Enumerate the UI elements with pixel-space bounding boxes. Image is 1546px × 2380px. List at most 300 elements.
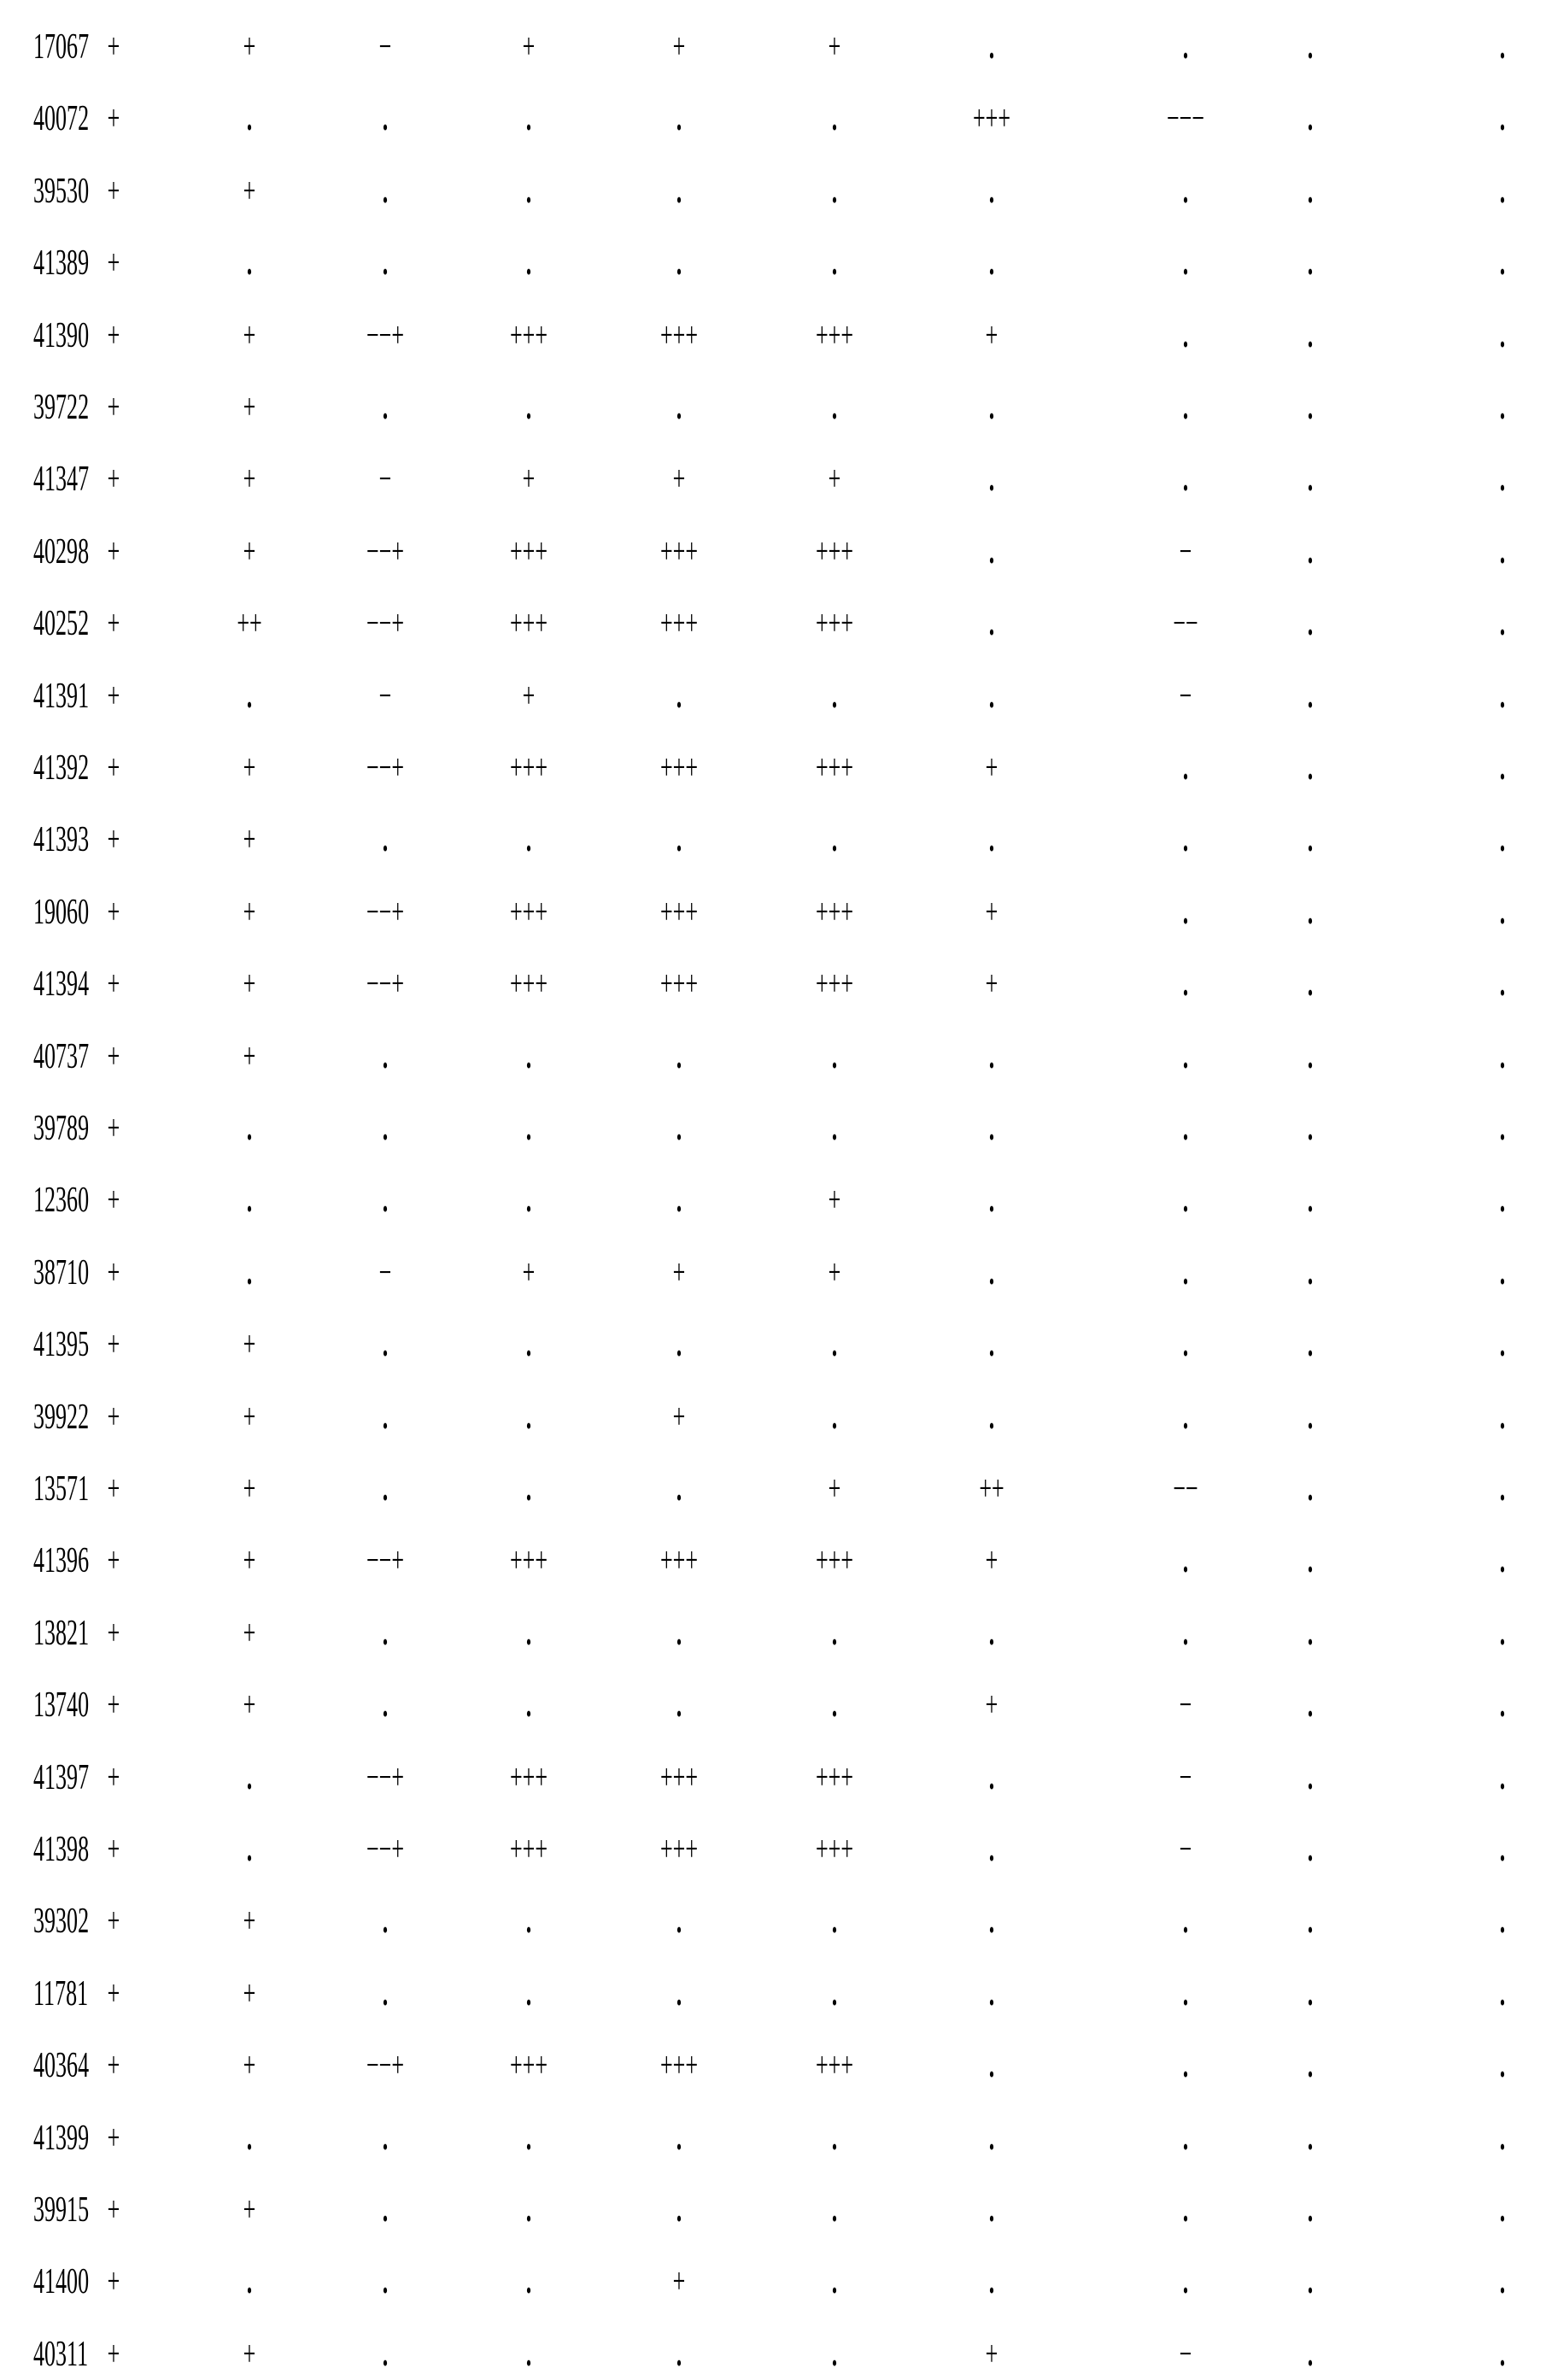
table-cell-text: + xyxy=(243,166,256,217)
table-cell xyxy=(1181,310,1191,361)
row-mark-text: + xyxy=(108,598,120,649)
row-id-text: 41394 xyxy=(33,958,89,1010)
table-row xyxy=(0,1319,1546,1370)
table-cell-text: . xyxy=(832,1319,838,1370)
table-cell xyxy=(648,887,709,938)
table-cell-text: + xyxy=(986,887,998,938)
table-cell xyxy=(375,454,395,505)
table-row xyxy=(0,2113,1546,2164)
row-id-text: 39789 xyxy=(33,1103,89,1154)
table-cell xyxy=(1306,887,1315,938)
table-cell-text: + xyxy=(986,310,998,361)
row-id-text: 38710 xyxy=(33,1247,89,1298)
table-cell xyxy=(524,1463,534,1515)
table-cell xyxy=(648,2040,709,2091)
table-cell-text: . xyxy=(1500,2040,1506,2091)
row-id-text: 40737 xyxy=(33,1031,89,1082)
table-cell-text: . xyxy=(1500,1752,1506,1803)
table-cell-text: . xyxy=(1308,1103,1314,1154)
table-cell-text: . xyxy=(676,237,682,289)
table-cell xyxy=(830,1392,840,1443)
table-cell-text: . xyxy=(1308,382,1314,433)
table-cell xyxy=(669,454,689,505)
table-cell xyxy=(987,166,997,217)
table-cell xyxy=(1498,2329,1508,2380)
table-cell-text: + xyxy=(986,742,998,794)
table-cell xyxy=(987,1247,997,1298)
table-cell xyxy=(1181,21,1191,73)
table-cell xyxy=(375,671,395,722)
table-cell xyxy=(239,814,260,865)
table-cell xyxy=(987,2184,997,2236)
table-cell-text: . xyxy=(1308,887,1314,938)
table-cell-text: . xyxy=(383,1679,389,1731)
table-cell xyxy=(1306,454,1315,505)
table-cell-text: . xyxy=(247,2256,253,2307)
table-cell xyxy=(824,1247,845,1298)
table-cell-text: . xyxy=(526,1679,532,1731)
table-cell-text: +++ xyxy=(816,310,853,361)
row-mark xyxy=(103,93,124,144)
table-cell xyxy=(830,1968,840,2019)
table-cell-text: + xyxy=(243,1392,256,1443)
table-cell-text: − xyxy=(1180,1679,1192,1731)
table-cell xyxy=(239,1319,260,1370)
table-cell-text: . xyxy=(247,93,253,144)
table-row xyxy=(0,2040,1546,2091)
table-cell xyxy=(1306,2256,1315,2307)
table-cell xyxy=(987,1896,997,1947)
row-mark xyxy=(103,2256,124,2307)
table-cell-text: . xyxy=(989,1247,995,1298)
table-cell xyxy=(1181,1031,1191,1082)
table-cell-text: . xyxy=(1308,1608,1314,1659)
table-cell xyxy=(1498,1247,1508,1298)
row-mark-text: + xyxy=(108,887,120,938)
table-cell-text: . xyxy=(989,1896,995,1947)
table-cell xyxy=(239,382,260,433)
table-cell xyxy=(498,2040,559,2091)
table-cell xyxy=(830,1896,840,1947)
table-cell xyxy=(981,742,1002,794)
table-cell xyxy=(498,1535,559,1586)
table-cell-text: . xyxy=(383,166,389,217)
table-cell xyxy=(1498,598,1508,649)
table-cell-text: . xyxy=(832,93,838,144)
table-cell-text: +++ xyxy=(510,958,548,1010)
row-id-text: 13571 xyxy=(33,1463,89,1515)
table-cell-text: + xyxy=(986,958,998,1010)
table-cell-text: . xyxy=(1183,1031,1189,1082)
table-cell-text: +++ xyxy=(660,887,698,938)
table-cell xyxy=(1175,1824,1196,1875)
table-cell-text: . xyxy=(1500,814,1506,865)
table-cell xyxy=(1306,671,1315,722)
row-id-text: 41390 xyxy=(33,310,89,361)
table-cell-text: . xyxy=(1308,454,1314,505)
table-cell xyxy=(648,742,709,794)
table-cell-text: . xyxy=(1308,2184,1314,2236)
table-cell-text: . xyxy=(1183,1968,1189,2019)
table-cell xyxy=(354,1824,415,1875)
table-cell-text: + xyxy=(243,742,256,794)
row-mark xyxy=(103,1319,124,1370)
table-cell xyxy=(524,814,534,865)
table-cell xyxy=(1181,454,1191,505)
table-cell-text: + xyxy=(829,1175,841,1226)
table-cell xyxy=(524,1103,534,1154)
table-cell xyxy=(1181,166,1191,217)
table-cell xyxy=(381,1679,390,1731)
table-cell-text: + xyxy=(243,1031,256,1082)
table-cell-text: . xyxy=(1500,1247,1506,1298)
table-cell xyxy=(375,21,395,73)
table-cell-text: . xyxy=(1308,93,1314,144)
table-cell-text: −−+ xyxy=(366,2040,404,2091)
table-cell xyxy=(1181,1175,1191,1226)
table-cell-text: +++ xyxy=(816,1535,853,1586)
table-cell xyxy=(239,1031,260,1082)
table-cell-text: . xyxy=(526,1968,532,2019)
table-cell xyxy=(669,2256,689,2307)
table-cell-text: . xyxy=(989,1752,995,1803)
table-cell xyxy=(1498,2113,1508,2164)
table-cell-text: . xyxy=(1308,1896,1314,1947)
table-cell-text: + xyxy=(243,1968,256,2019)
table-cell xyxy=(981,1535,1002,1586)
table-cell xyxy=(381,382,390,433)
table-cell-text: −− xyxy=(1173,598,1198,649)
row-id-text: 39530 xyxy=(33,166,89,217)
table-cell-text: . xyxy=(1308,237,1314,289)
table-cell-text: . xyxy=(676,166,682,217)
row-mark-text: + xyxy=(108,2113,120,2164)
row-mark xyxy=(103,1392,124,1443)
row-mark xyxy=(103,1463,124,1515)
row-mark-text: + xyxy=(108,814,120,865)
row-mark xyxy=(103,742,124,794)
row-mark xyxy=(103,1824,124,1875)
table-cell-text: . xyxy=(383,1896,389,1947)
table-cell xyxy=(1498,93,1508,144)
row-mark xyxy=(103,382,124,433)
table-row xyxy=(0,958,1546,1010)
row-mark xyxy=(103,1247,124,1298)
table-row xyxy=(0,93,1546,144)
table-cell-text: . xyxy=(989,1103,995,1154)
table-cell xyxy=(675,2184,684,2236)
table-cell-text: . xyxy=(383,382,389,433)
table-cell xyxy=(961,93,1022,144)
table-cell xyxy=(987,1319,997,1370)
table-cell-text: . xyxy=(526,2256,532,2307)
table-cell-text: + xyxy=(986,1679,998,1731)
table-cell-text: . xyxy=(1308,310,1314,361)
table-cell-text: −−+ xyxy=(366,1752,404,1803)
table-cell-text: . xyxy=(1500,1175,1506,1226)
table-cell-text: . xyxy=(526,1319,532,1370)
table-cell-text: . xyxy=(526,1463,532,1515)
table-cell xyxy=(648,598,709,649)
table-cell-text: +++ xyxy=(660,1535,698,1586)
table-cell-text: . xyxy=(526,382,532,433)
row-mark-text: + xyxy=(108,1968,120,2019)
table-cell-text: + xyxy=(243,1679,256,1731)
table-cell xyxy=(830,166,840,217)
table-cell-text: . xyxy=(1308,742,1314,794)
table-cell xyxy=(239,1608,260,1659)
table-cell xyxy=(675,93,684,144)
table-row xyxy=(0,526,1546,577)
table-cell-text: . xyxy=(989,2113,995,2164)
table-cell xyxy=(1498,21,1508,73)
row-mark xyxy=(103,814,124,865)
row-id-text: 40364 xyxy=(33,2040,89,2091)
table-cell-text: . xyxy=(1183,1319,1189,1370)
table-cell xyxy=(987,1824,997,1875)
table-cell-text: . xyxy=(1308,1824,1314,1875)
row-id-text: 41391 xyxy=(33,671,89,722)
table-cell xyxy=(804,742,864,794)
table-cell-text: . xyxy=(1500,454,1506,505)
row-mark-text: + xyxy=(108,1392,120,1443)
row-mark-text: + xyxy=(108,1608,120,1659)
table-cell xyxy=(648,1752,709,1803)
table-cell xyxy=(830,2113,840,2164)
row-id-text: 41392 xyxy=(33,742,89,794)
table-cell-text: +++ xyxy=(510,2040,548,2091)
table-cell xyxy=(1498,1608,1508,1659)
table-cell-text: . xyxy=(1500,1679,1506,1731)
table-cell xyxy=(1306,1392,1315,1443)
table-row xyxy=(0,671,1546,722)
table-cell-text: −−+ xyxy=(366,1824,404,1875)
table-cell xyxy=(1306,237,1315,289)
table-cell-text: . xyxy=(526,1103,532,1154)
table-cell-text: . xyxy=(1308,1247,1314,1298)
table-cell-text: . xyxy=(526,1031,532,1082)
table-cell xyxy=(830,2184,840,2236)
table-cell-text: . xyxy=(526,1608,532,1659)
table-cell xyxy=(1498,887,1508,938)
table-cell xyxy=(830,93,840,144)
table-row xyxy=(0,1103,1546,1154)
table-cell-text: . xyxy=(832,814,838,865)
row-mark xyxy=(103,1175,124,1226)
table-cell xyxy=(1306,1608,1315,1659)
table-cell-text: . xyxy=(247,1752,253,1803)
table-cell-text: . xyxy=(1308,671,1314,722)
table-cell-text: . xyxy=(1500,598,1506,649)
table-cell xyxy=(518,21,539,73)
table-cell-text: . xyxy=(1308,2329,1314,2380)
table-cell-text: +++ xyxy=(510,1824,548,1875)
table-cell-text: + xyxy=(243,1319,256,1370)
table-cell xyxy=(987,2113,997,2164)
table-cell xyxy=(675,1175,684,1226)
table-row xyxy=(0,2256,1546,2307)
table-cell xyxy=(987,1608,997,1659)
table-cell-text: + xyxy=(673,21,686,73)
table-cell-text: + xyxy=(986,1535,998,1586)
row-mark-text: + xyxy=(108,1824,120,1875)
table-row xyxy=(0,1392,1546,1443)
table-cell xyxy=(381,1608,390,1659)
table-cell xyxy=(987,526,997,577)
row-mark xyxy=(103,1031,124,1082)
table-cell xyxy=(987,1752,997,1803)
table-cell xyxy=(1175,671,1196,722)
table-cell xyxy=(381,237,390,289)
table-cell xyxy=(381,1896,390,1947)
table-cell xyxy=(1498,382,1508,433)
table-cell-text: . xyxy=(676,1175,682,1226)
table-cell xyxy=(830,382,840,433)
table-cell xyxy=(1306,1103,1315,1154)
table-cell-text: . xyxy=(1183,2113,1189,2164)
table-cell xyxy=(1175,1752,1196,1803)
table-cell xyxy=(987,1392,997,1443)
table-cell xyxy=(239,1392,260,1443)
row-mark xyxy=(103,454,124,505)
table-cell-text: . xyxy=(1308,1319,1314,1370)
table-cell xyxy=(1175,526,1196,577)
table-cell-text: − xyxy=(1180,1824,1192,1875)
table-cell xyxy=(498,310,559,361)
table-cell xyxy=(1306,21,1315,73)
table-cell-text: +++ xyxy=(660,598,698,649)
table-cell xyxy=(830,1319,840,1370)
row-mark-text: + xyxy=(108,1896,120,1947)
table-cell xyxy=(524,2329,534,2380)
table-cell xyxy=(524,2184,534,2236)
row-id-text: 40311 xyxy=(33,2329,88,2380)
row-mark xyxy=(103,526,124,577)
row-mark xyxy=(103,1535,124,1586)
table-cell-text: . xyxy=(1500,1463,1506,1515)
table-cell xyxy=(824,21,845,73)
table-cell xyxy=(354,1752,415,1803)
table-cell-text: . xyxy=(676,2113,682,2164)
table-cell-text: + xyxy=(243,2184,256,2236)
table-cell-text: . xyxy=(989,2184,995,2236)
row-mark-text: + xyxy=(108,1175,120,1226)
table-row xyxy=(0,21,1546,73)
table-cell xyxy=(381,1968,390,2019)
table-cell xyxy=(354,598,415,649)
table-cell xyxy=(830,1103,840,1154)
row-mark xyxy=(103,21,124,73)
table-cell-text: + xyxy=(673,1392,686,1443)
table-cell-text: . xyxy=(676,814,682,865)
row-id-text: 41395 xyxy=(33,1319,89,1370)
table-cell xyxy=(830,2256,840,2307)
table-cell xyxy=(498,887,559,938)
table-cell xyxy=(1498,454,1508,505)
row-mark xyxy=(103,1968,124,2019)
table-cell xyxy=(987,382,997,433)
row-mark-text: + xyxy=(108,2329,120,2380)
table-cell xyxy=(498,1824,559,1875)
table-cell-text: + xyxy=(523,1247,536,1298)
table-cell-text: + xyxy=(243,1535,256,1586)
table-cell-text: − xyxy=(379,454,392,505)
table-cell-text: − xyxy=(1180,526,1192,577)
table-cell-text: . xyxy=(526,2113,532,2164)
table-cell-text: +++ xyxy=(660,2040,698,2091)
table-cell xyxy=(1181,382,1191,433)
table-cell xyxy=(675,1896,684,1947)
table-cell xyxy=(971,1463,1011,1515)
table-cell xyxy=(381,2113,390,2164)
table-cell-text: +++ xyxy=(816,598,853,649)
table-cell xyxy=(675,671,684,722)
table-cell-text: . xyxy=(1183,310,1189,361)
table-cell-text: + xyxy=(243,2040,256,2091)
table-cell-text: . xyxy=(1183,1392,1189,1443)
table-cell xyxy=(239,1463,260,1515)
table-cell-text: ++ xyxy=(237,598,261,649)
table-cell-text: . xyxy=(1500,2329,1506,2380)
row-mark-text: + xyxy=(108,671,120,722)
table-cell-text: . xyxy=(1500,21,1506,73)
table-cell xyxy=(669,1392,689,1443)
table-row xyxy=(0,1752,1546,1803)
table-cell-text: +++ xyxy=(660,742,698,794)
table-cell-text: . xyxy=(383,814,389,865)
table-cell-text: . xyxy=(989,21,995,73)
table-cell-text: −−+ xyxy=(366,1535,404,1586)
table-cell-text: . xyxy=(989,814,995,865)
table-cell xyxy=(981,887,1002,938)
table-cell xyxy=(239,1679,260,1731)
table-cell-text: +++ xyxy=(660,526,698,577)
table-cell xyxy=(1498,237,1508,289)
table-cell xyxy=(987,598,997,649)
table-cell-text: . xyxy=(383,1103,389,1154)
table-cell xyxy=(245,2113,255,2164)
table-cell-text: . xyxy=(383,1463,389,1515)
table-cell-text: . xyxy=(989,1608,995,1659)
table-cell xyxy=(1306,1175,1315,1226)
table-cell xyxy=(804,958,864,1010)
table-cell xyxy=(229,598,269,649)
table-cell-text: . xyxy=(1500,310,1506,361)
table-cell-text: . xyxy=(1183,1247,1189,1298)
table-cell xyxy=(354,1535,415,1586)
table-cell-text: + xyxy=(243,814,256,865)
table-cell-text: . xyxy=(1183,2184,1189,2236)
table-cell-text: . xyxy=(1308,21,1314,73)
table-cell xyxy=(804,1752,864,1803)
table-cell xyxy=(1498,1752,1508,1803)
table-cell xyxy=(804,598,864,649)
table-cell-text: . xyxy=(1500,1319,1506,1370)
table-cell-text: . xyxy=(1183,382,1189,433)
table-cell xyxy=(987,454,997,505)
table-cell-text: . xyxy=(1500,958,1506,1010)
table-cell-text: . xyxy=(989,1392,995,1443)
table-cell xyxy=(1498,1535,1508,1586)
table-cell-text: . xyxy=(1308,1392,1314,1443)
table-cell-text: . xyxy=(1500,887,1506,938)
row-id-text: 40252 xyxy=(33,598,89,649)
table-cell xyxy=(1181,2040,1191,2091)
table-cell xyxy=(1306,1824,1315,1875)
row-mark-text: + xyxy=(108,2040,120,2091)
table-row xyxy=(0,814,1546,865)
table-cell-text: . xyxy=(383,1031,389,1082)
